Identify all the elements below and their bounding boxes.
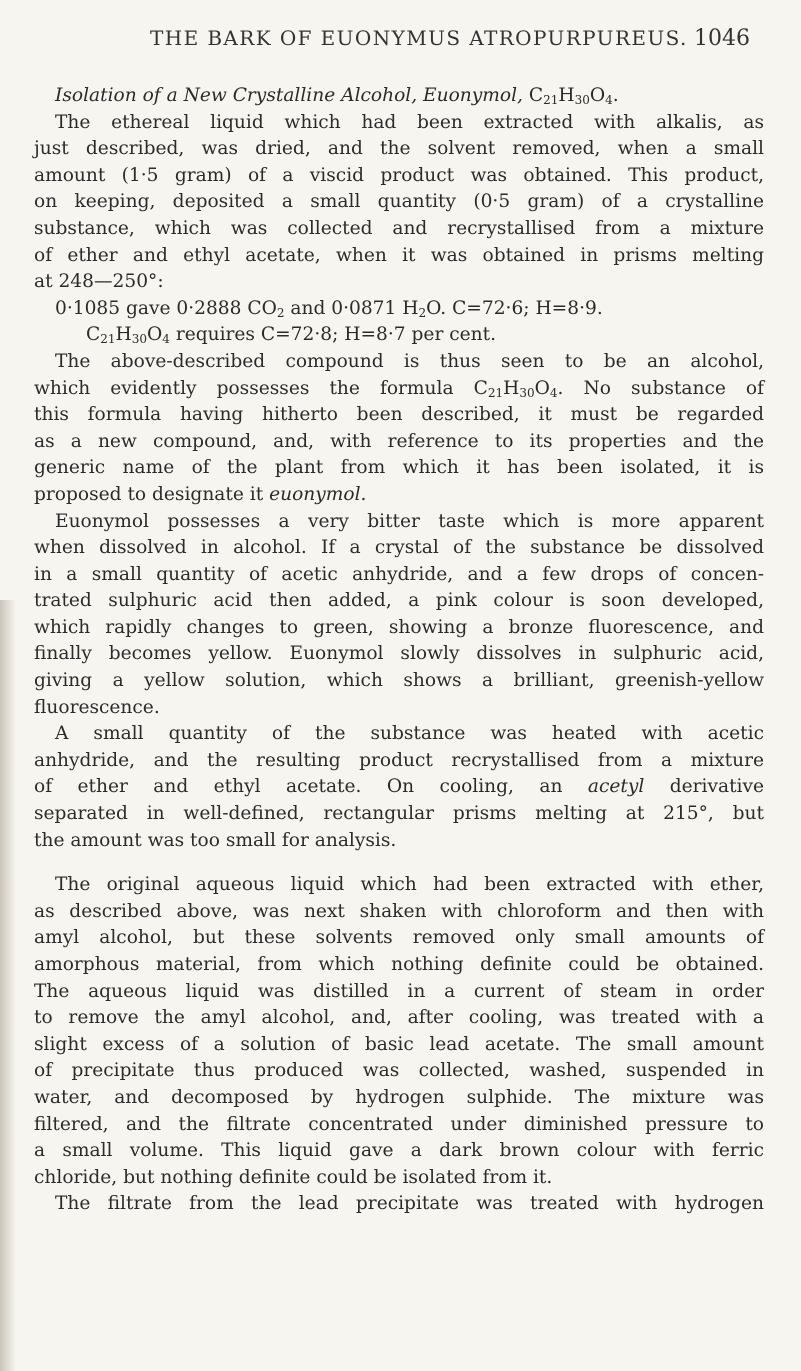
text-line: finally becomes yellow. Euonymol slowly dissolves in sulphuric acid, [34,643,764,665]
text-line: 0·1085 gave 0·2888 $CO_2$ and 0·0871 $H_2O$. C=72·6; H=8·9. [55,297,603,320]
paragraph-gap [34,854,764,872]
text-line: which evidently possesses the formula $C_{21}H_{30}O_4$. No substance of [34,377,765,400]
text-line: a small volume. This liquid gave a dark brown colour with ferric [34,1140,764,1162]
text-line: in a small quantity of acetic anhydride, and a few drops of concen- [34,563,764,585]
text-line: fluorescence. [34,696,160,718]
text-line: Euonymol possesses a very bitter taste which is more apparent [55,510,764,532]
text-line: trated sulphuric acid then added, a pink colour is soon developed, [34,590,764,612]
text-line: of ether and ethyl acetate. On cooling, an acetyl derivative [34,776,764,798]
text-line: which rapidly changes to green, showing a bronze fluorescence, and [34,616,764,638]
text-line: $C_{21}H_{30}O_4$ requires C=72·8; H=8·7 per cent. [86,324,497,347]
text-line: The ethereal liquid which had been extracted with alkalis, as [55,111,764,133]
text-line: The aqueous liquid was distilled in a current of steam in order [34,980,764,1002]
text-line: giving a yellow solution, which shows a brilliant, greenish-yellow [34,670,764,692]
section-heading-formula: $C_{21}H_{30}O_4$. [528,85,619,107]
filtrate-paragraph [34,1191,764,1218]
text-line: generic name of the plant from which it has been isolated, it is [34,457,764,479]
running-head-title: THE BARK OF EUONYMUS ATROPURPUREUS. [150,26,688,50]
text-line: amorphous material, from which nothing definite could be obtained. [34,954,764,975]
text-line: at 248—250°: [34,271,164,293]
text-line: just described, was dried, and the solvent removed, when a small [34,138,764,160]
text-line: filtered, and the filtrate concentrated under diminished pressure to [34,1113,764,1135]
text-line: on keeping, deposited a small quantity (0·5 gram) of a crystalline [34,191,764,213]
aqueous-paragraph [34,872,764,1191]
section-heading-italic: Isolation of a New Crystalline Alcohol, Euonymol, [55,85,523,106]
text-line: chloride, but nothing definite could be isolated from it. [34,1166,553,1188]
acetyl-paragraph [34,721,764,854]
text-line: separated in well-defined, rectangular prisms melting at 215°, but [34,803,764,825]
text-line: when dissolved in alcohol. If a crystal of the substance be dissolved [34,537,764,559]
text-line: as a new compound, and, with reference to its properties and the [34,430,764,452]
text-line: water, and decomposed by hydrogen sulphide. The mixture was [34,1086,764,1108]
page-number: 1046 [694,26,750,51]
text-line: The above-described compound is thus seen to be an alcohol, [55,350,764,372]
text-line: proposed to designate it euonymol. [34,483,367,505]
section-heading [34,83,764,110]
paragraphs [34,110,764,1218]
analysis-lines [34,296,764,349]
text-line: to remove the amyl alcohol, and, after cooling, was treated with a [34,1007,764,1029]
text-line: A small quantity of the substance was heated with acetic [55,723,764,745]
text-line: of ether and ethyl acetate, when it was obtained in prisms melting [34,244,764,266]
running-head [150,26,750,56]
text-line: of precipitate thus produced was collected, washed, suspended in [34,1060,764,1082]
text-line: slight excess of a solution of basic lead acetate. The small amount [34,1033,764,1055]
binding-shadow [0,600,16,1371]
text-line: as described above, was next shaken with chloroform and then with [34,900,764,922]
text-line: The original aqueous liquid which had been extracted with ether, [55,874,764,896]
article-body [34,83,764,1218]
alcohol-paragraph [34,349,764,509]
isolation-paragraph [34,110,764,296]
text-line: anhydride, and the resulting product recrystallised from a mixture [34,749,764,771]
properties-paragraph [34,509,764,722]
text-line: substance, which was collected and recrystallised from a mixture [34,217,764,239]
text-line: this formula having hitherto been described, it must be regarded [34,404,764,426]
text-line: the amount was too small for analysis. [34,829,397,851]
text-line: amyl alcohol, but these solvents removed only small amounts of [34,927,764,949]
text-line: The filtrate from the lead precipitate was treated with hydrogen [55,1193,764,1215]
text-line: amount (1·5 gram) of a viscid product was obtained. This product, [34,164,764,186]
